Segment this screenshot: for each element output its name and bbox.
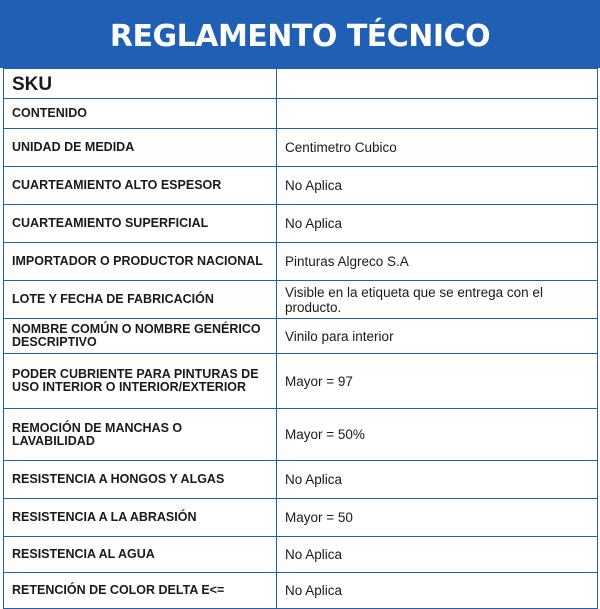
row-value: Centimetro Cubico — [277, 129, 598, 167]
row-value: Mayor = 97 — [277, 354, 598, 409]
table-row-resistencia-agua — [4, 537, 598, 573]
table-row-poder-cubriente — [4, 354, 598, 409]
row-label: NOMBRE COMÚN O NOMBRE GENÉRICO DESCRIPTIVO — [4, 319, 277, 354]
row-label: PODER CUBRIENTE PARA PINTURAS DE USO INTERIOR O INTERIOR/EXTERIOR — [4, 354, 277, 409]
table-row-importador — [4, 243, 598, 281]
row-value: Mayor = 50 — [277, 499, 598, 537]
spec-table — [3, 68, 598, 609]
table-row-nombre-comun — [4, 319, 598, 354]
row-label: SKU — [4, 69, 277, 99]
row-label: UNIDAD DE MEDIDA — [4, 129, 277, 167]
row-label: REMOCIÓN DE MANCHAS O LAVABILIDAD — [4, 409, 277, 461]
table-row-sku — [4, 69, 598, 99]
row-label: CONTENIDO — [4, 99, 277, 129]
row-value: No Aplica — [277, 461, 598, 499]
table-row-unidad-medida — [4, 129, 598, 167]
row-label: RESISTENCIA A HONGOS Y ALGAS — [4, 461, 277, 499]
table-row-contenido — [4, 99, 598, 129]
row-label: RESISTENCIA AL AGUA — [4, 537, 277, 573]
row-value: No Aplica — [277, 573, 598, 609]
row-value — [277, 69, 598, 99]
table-row-lote-fecha — [4, 281, 598, 319]
header-banner — [0, 0, 600, 68]
table-row-cuarteamiento-alto — [4, 167, 598, 205]
page-title: REGLAMENTO TÉCNICO — [109, 18, 491, 54]
row-value: Pinturas Algreco S.A — [277, 243, 598, 281]
row-label: RETENCIÓN DE COLOR DELTA E<= — [4, 573, 277, 609]
row-label: RESISTENCIA A LA ABRASIÓN — [4, 499, 277, 537]
row-label: IMPORTADOR O PRODUCTOR NACIONAL — [4, 243, 277, 281]
table-row-retencion-color — [4, 573, 598, 609]
row-label: CUARTEAMIENTO ALTO ESPESOR — [4, 167, 277, 205]
row-label: LOTE Y FECHA DE FABRICACIÓN — [4, 281, 277, 319]
table-row-resistencia-abrasion — [4, 499, 598, 537]
row-value — [277, 99, 598, 129]
table-row-remocion-manchas — [4, 409, 598, 461]
row-value: Mayor = 50% — [277, 409, 598, 461]
row-label: CUARTEAMIENTO SUPERFICIAL — [4, 205, 277, 243]
row-value: No Aplica — [277, 205, 598, 243]
row-value: No Aplica — [277, 537, 598, 573]
table-row-cuarteamiento-superficial — [4, 205, 598, 243]
row-value: No Aplica — [277, 167, 598, 205]
table-row-resistencia-hongos — [4, 461, 598, 499]
row-value: Vinilo para interior — [277, 319, 598, 354]
row-value: Visible en la etiqueta que se entrega con el producto. — [277, 281, 598, 319]
